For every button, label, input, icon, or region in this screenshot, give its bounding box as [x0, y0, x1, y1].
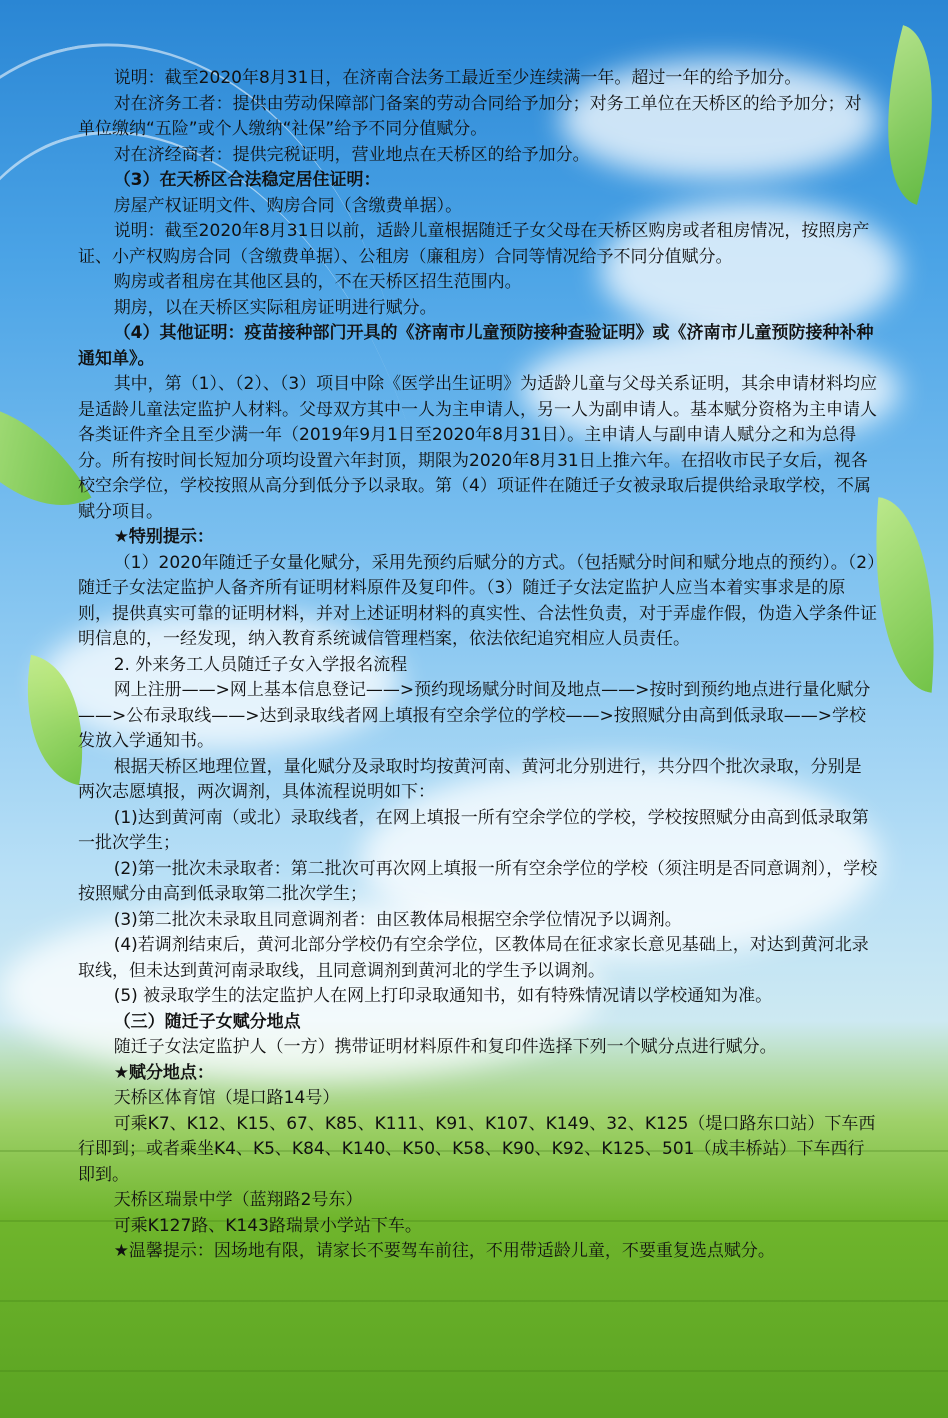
- location-name: 天桥区瑞景中学（蓝翔路2号东）: [113, 1190, 363, 1210]
- list-item: (2)第一批次未录取者：第二批次可再次网上填报一所有空余学位的学校（须注明是否同意调剂），学校按照赋分由高到低录取第二批次学生；: [78, 858, 878, 904]
- field-row: [0, 1370, 948, 1372]
- location-heading: ★赋分地点：: [113, 1062, 214, 1083]
- paragraph: （1）2020年随迁子女量化赋分，采用先预约后赋分的方式。（包括赋分时间和赋分地点的预约）。（2）随迁子女法定监护人备齐所有证明材料原件及复印件。（3）随迁子女法定监护人应当本着实事求是的原则，提供真实可靠的证明材料，并对上述证明材料的真实性、合法性负责，对于弄虚作假，伪造入学条件证明信息的，一经发现，纳入教育系统诚信管理档案，依法依纪追究相应人员责任。: [78, 552, 877, 649]
- paragraph: 房屋产权证明文件、购房合同（含缴费单据）。: [113, 195, 463, 216]
- section-heading: （4）其他证明：疫苗接种部门开具的《济南市儿童预防接种查验证明》或《济南市儿童预防接种补种通知单》。: [78, 323, 874, 369]
- paragraph: 网上注册——>网上基本信息登记——>预约现场赋分时间及地点——>按时到预约地点进行量化赋分——>公布录取线——>达到录取线者网上填报有空余学位的学校——>按照赋分由高到低录取——>学校发放入学通知书。: [78, 680, 871, 751]
- list-item: (4)若调剂结束后，黄河北部分学校仍有空余学位，区教体局在征求家长意见基础上，对达到黄河北录取线，但未达到黄河南录取线，且同意调剂到黄河北的学生予以调剂。: [78, 935, 869, 981]
- location-name: 天桥区体育馆（堤口路14号）: [113, 1088, 340, 1108]
- paragraph: 其中，第（1）、（2）、（3）项目中除《医学出生证明》为适龄儿童与父母关系证明，其余申请材料均应是适龄儿童法定监护人材料。父母双方其中一人为主申请人，另一人为副申请人。基本赋分资格为主申请人各类证件齐全且至少满一年（2019年9月1日至2020年8月31日）。主申请人与副申请人赋分之和为总得分。所有按时间长短加分项均设置六年封顶，期限为2020年8月31日上推六年。在招收市民子女后，视各校空余学位，学校按照从高分到低分予以录取。第（4）项证件在随迁子女被录取后提供给录取学校，不属赋分项目。: [78, 374, 878, 522]
- paragraph: 说明：截至2020年8月31日以前，适龄儿童根据随迁子女父母在天桥区购房或者租房情况，按照房产证、小产权购房合同（含缴费单据）、公租房（廉租房）合同等情况给予不同分值赋分。: [78, 221, 870, 267]
- paragraph: 对在济经商者：提供完税证明，营业地点在天桥区的给予加分。: [113, 144, 590, 165]
- notice-text: [78, 66, 878, 1265]
- section-heading: （三）随迁子女赋分地点: [113, 1011, 301, 1032]
- paragraph: 期房，以在天桥区实际租房证明进行赋分。: [113, 297, 437, 318]
- paragraph: 对在济务工者：提供由劳动保障部门备案的劳动合同给予加分；对务工单位在天桥区的给予加分；对单位缴纳“五险”或个人缴纳“社保”给予不同分值赋分。: [78, 93, 862, 139]
- paragraph: 购房或者租房在其他区县的，不在天桥区招生范围内。: [113, 272, 522, 292]
- paragraph: 可乘K7、K12、K15、67、K85、K111、K91、K107、K149、32、K125（堤口路东口站）下车西行即到；或者乘坐K4、K5、K84、K140、K50、K58、K90、K92、K125、501（成丰桥站）下车西行即到。: [78, 1113, 876, 1185]
- list-item: (5) 被录取学生的法定监护人在网上打印录取通知书，如有特殊情况请以学校通知为准。: [113, 986, 773, 1006]
- paragraph: 根据天桥区地理位置，量化赋分及录取时均按黄河南、黄河北分别进行，共分四个批次录取，分别是两次志愿填报，两次调剂，具体流程说明如下：: [78, 756, 862, 802]
- list-item: (3)第二批次未录取且同意调剂者：由区教体局根据空余学位情况予以调剂。: [113, 909, 682, 930]
- paragraph: 随迁子女法定监护人（一方）携带证明材料原件和复印件选择下列一个赋分点进行赋分。: [113, 1037, 777, 1057]
- field-row: [0, 1300, 948, 1302]
- section-heading: 2. 外来务工人员随迁子女入学报名流程: [113, 654, 408, 675]
- paragraph: 可乘K127路、K143路瑞景小学站下车。: [113, 1215, 422, 1236]
- special-notice-heading: ★特别提示：: [113, 527, 214, 547]
- paragraph: 说明：截至2020年8月31日，在济南合法务工最近至少连续满一年。超过一年的给予加分。: [113, 68, 802, 88]
- list-item: (1)达到黄河南（或北）录取线者，在网上填报一所有空余学位的学校，学校按照赋分由高到低录取第一批次学生；: [78, 807, 869, 853]
- warm-tip: ★温馨提示：因场地有限，请家长不要驾车前往，不用带适龄儿童，不要重复选点赋分。: [113, 1241, 775, 1261]
- section-heading: （3）在天桥区合法稳定居住证明：: [113, 170, 381, 190]
